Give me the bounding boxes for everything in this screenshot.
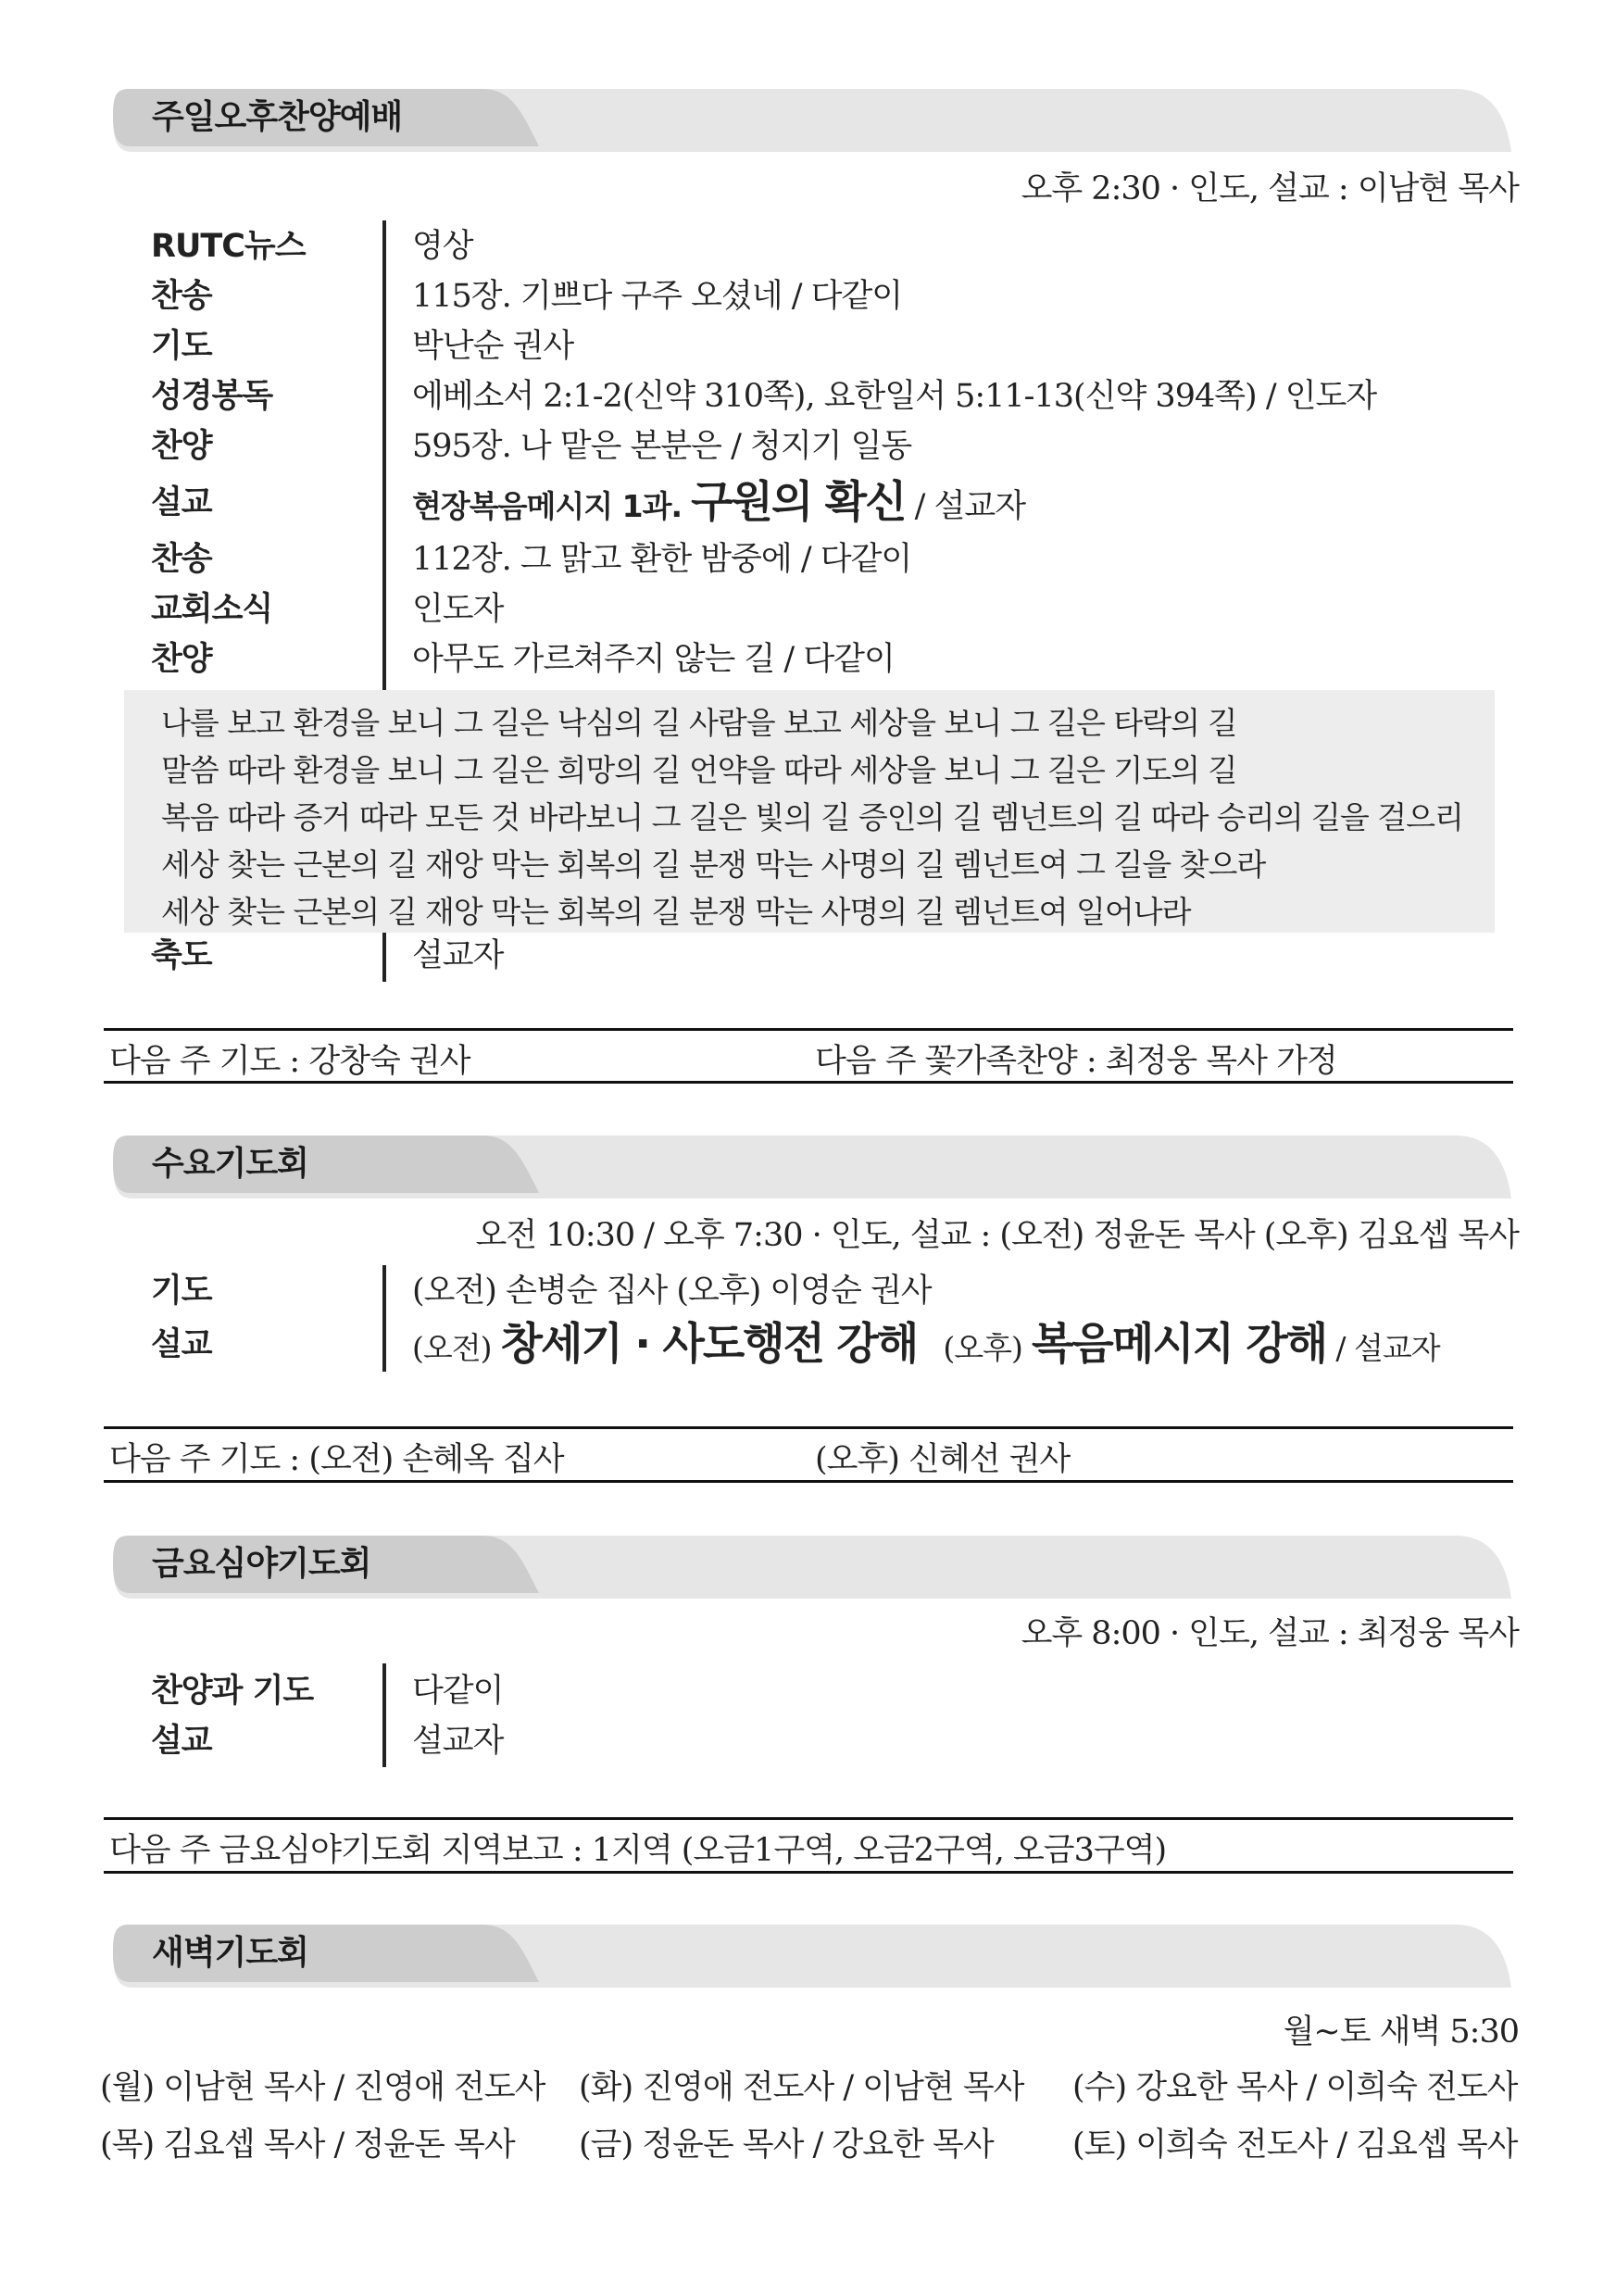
divider-line: [382, 1265, 386, 1372]
rule-line: [104, 1871, 1513, 1874]
dawn-schedule-item: (화) 진영애 전도사 / 이남현 목사: [579, 2069, 1024, 2106]
pm-tag: (오후): [943, 1330, 1022, 1366]
order-label: 설교: [151, 1723, 212, 1760]
order-value: 에베소서 2:1-2(신약 310쪽), 요한일서 5:11-13(신약 394쪽) / 인도자: [412, 378, 1377, 415]
order-value: 영상: [412, 228, 473, 265]
sermon-preacher: / 설교자: [1335, 1330, 1440, 1366]
dawn-schedule-item: (월) 이남현 목사 / 진영애 전도사: [100, 2069, 545, 2106]
order-label: 교회소식: [151, 591, 273, 628]
next-week-flower-praise: 다음 주 꽃가족찬양 : 최정웅 목사 가정: [815, 1043, 1337, 1080]
order-label: 찬양: [151, 641, 212, 678]
next-week-prayer: 다음 주 기도 : 강창숙 권사: [109, 1043, 470, 1080]
service-meta: 오후 2:30 · 인도, 설교 : 이남현 목사: [1021, 170, 1519, 207]
section-title: 수요기도회: [152, 1145, 308, 1183]
lyrics-box: [124, 690, 1495, 933]
service-meta: 월~토 새벽 5:30: [1283, 2014, 1519, 2051]
order-value: 박난순 권사: [412, 328, 574, 365]
pm-sermon-title: 복음메시지 강해: [1032, 1319, 1327, 1370]
order-label: 설교: [151, 484, 212, 521]
order-value: 설교자: [412, 1723, 504, 1760]
order-value: 112장. 그 맑고 환한 밤중에 / 다같이: [412, 541, 912, 578]
order-label: 찬양: [151, 428, 212, 465]
sermon-title: 구원의 확신: [691, 477, 906, 528]
rule-line: [104, 1480, 1513, 1483]
order-value: (오전) 손병순 집사 (오후) 이영순 권사: [412, 1273, 932, 1310]
sermon-value: [412, 476, 1025, 533]
next-week-prayer-pm: (오후) 신혜선 권사: [815, 1441, 1071, 1478]
section-header-wednesday: [104, 1128, 1513, 1198]
section-header-friday: [104, 1528, 1513, 1599]
header-banner-shape: [104, 1128, 1513, 1198]
lyrics-line: 나를 보고 환경을 보니 그 길은 낙심의 길 사람을 보고 세상을 보니 그 길은 타락의 길: [161, 705, 1237, 741]
order-value: 다같이: [412, 1673, 504, 1710]
header-banner-shape: [104, 1917, 1513, 1988]
order-value: 595장. 나 맡은 본분은 / 청지기 일동: [412, 428, 912, 465]
order-label: 기도: [151, 1273, 212, 1310]
lyrics-line: 복음 따라 증거 따라 모든 것 바라보니 그 길은 빛의 길 증인의 길 렘넌트의 길 따라 승리의 길을 걸으리: [161, 799, 1463, 835]
sermon-preacher: / 설교자: [914, 488, 1026, 525]
dawn-schedule-item: (수) 강요한 목사 / 이희숙 전도사: [1072, 2069, 1518, 2106]
dawn-schedule-item: (목) 김요셉 목사 / 정윤돈 목사: [100, 2127, 515, 2164]
divider-line: [382, 1663, 386, 1767]
service-meta: 오후 8:00 · 인도, 설교 : 최정웅 목사: [1021, 1615, 1519, 1652]
section-title: 금요심야기도회: [152, 1545, 371, 1583]
section-header-dawn: [104, 1917, 1513, 1988]
next-week-prayer: 다음 주 기도 : (오전) 손혜옥 집사: [109, 1441, 564, 1478]
divider-line: [382, 931, 386, 982]
section-header-sunday: [104, 82, 1513, 152]
divider-line: [382, 220, 386, 691]
section-title: 주일오후찬양예배: [152, 98, 403, 136]
sermon-value: [412, 1317, 1440, 1376]
section-title: 새벽기도회: [152, 1934, 308, 1972]
rule-line: [104, 1028, 1513, 1031]
order-value: 아무도 가르쳐주지 않는 길 / 다같이: [412, 641, 895, 678]
order-label: 축도: [151, 937, 212, 974]
order-label: 찬양과 기도: [151, 1673, 314, 1710]
rule-line: [104, 1817, 1513, 1820]
order-label: 성경봉독: [151, 378, 273, 415]
rule-line: [104, 1081, 1513, 1084]
order-value: 115장. 기쁘다 구주 오셨네 / 다같이: [412, 278, 903, 315]
rule-line: [104, 1426, 1513, 1429]
lyrics-line: 세상 찾는 근본의 길 재앙 막는 회복의 길 분쟁 막는 사명의 길 렘넌트여 일어나라: [161, 894, 1191, 930]
dawn-schedule-item: (토) 이희숙 전도사 / 김요셉 목사: [1072, 2127, 1518, 2164]
lyrics-line: 말씀 따라 환경을 보니 그 길은 희망의 길 언약을 따라 세상을 보니 그 길은 기도의 길: [161, 752, 1237, 788]
order-label: 기도: [151, 328, 212, 365]
am-sermon-title: 창세기 · 사도행전 강해: [500, 1319, 918, 1370]
lyrics-line: 세상 찾는 근본의 길 재앙 막는 회복의 길 분쟁 막는 사명의 길 렘넌트여 그 길을 찾으라: [161, 847, 1266, 883]
order-value: 설교자: [412, 937, 504, 974]
am-tag: (오전): [412, 1330, 492, 1366]
order-label: RUTC뉴스: [151, 228, 306, 265]
order-label: 설교: [151, 1326, 212, 1363]
order-value: 인도자: [412, 591, 504, 628]
service-meta: 오전 10:30 / 오후 7:30 · 인도, 설교 : (오전) 정윤돈 목사 (오후) 김요셉 목사: [475, 1217, 1519, 1254]
next-week-region-report: 다음 주 금요심야기도회 지역보고 : 1지역 (오금1구역, 오금2구역, 오금3구역): [109, 1832, 1167, 1869]
dawn-schedule-item: (금) 정윤돈 목사 / 강요한 목사: [579, 2127, 994, 2164]
order-label: 찬송: [151, 541, 212, 578]
order-label: 찬송: [151, 278, 212, 315]
sermon-series: 현장복음메시지 1과.: [412, 488, 683, 524]
